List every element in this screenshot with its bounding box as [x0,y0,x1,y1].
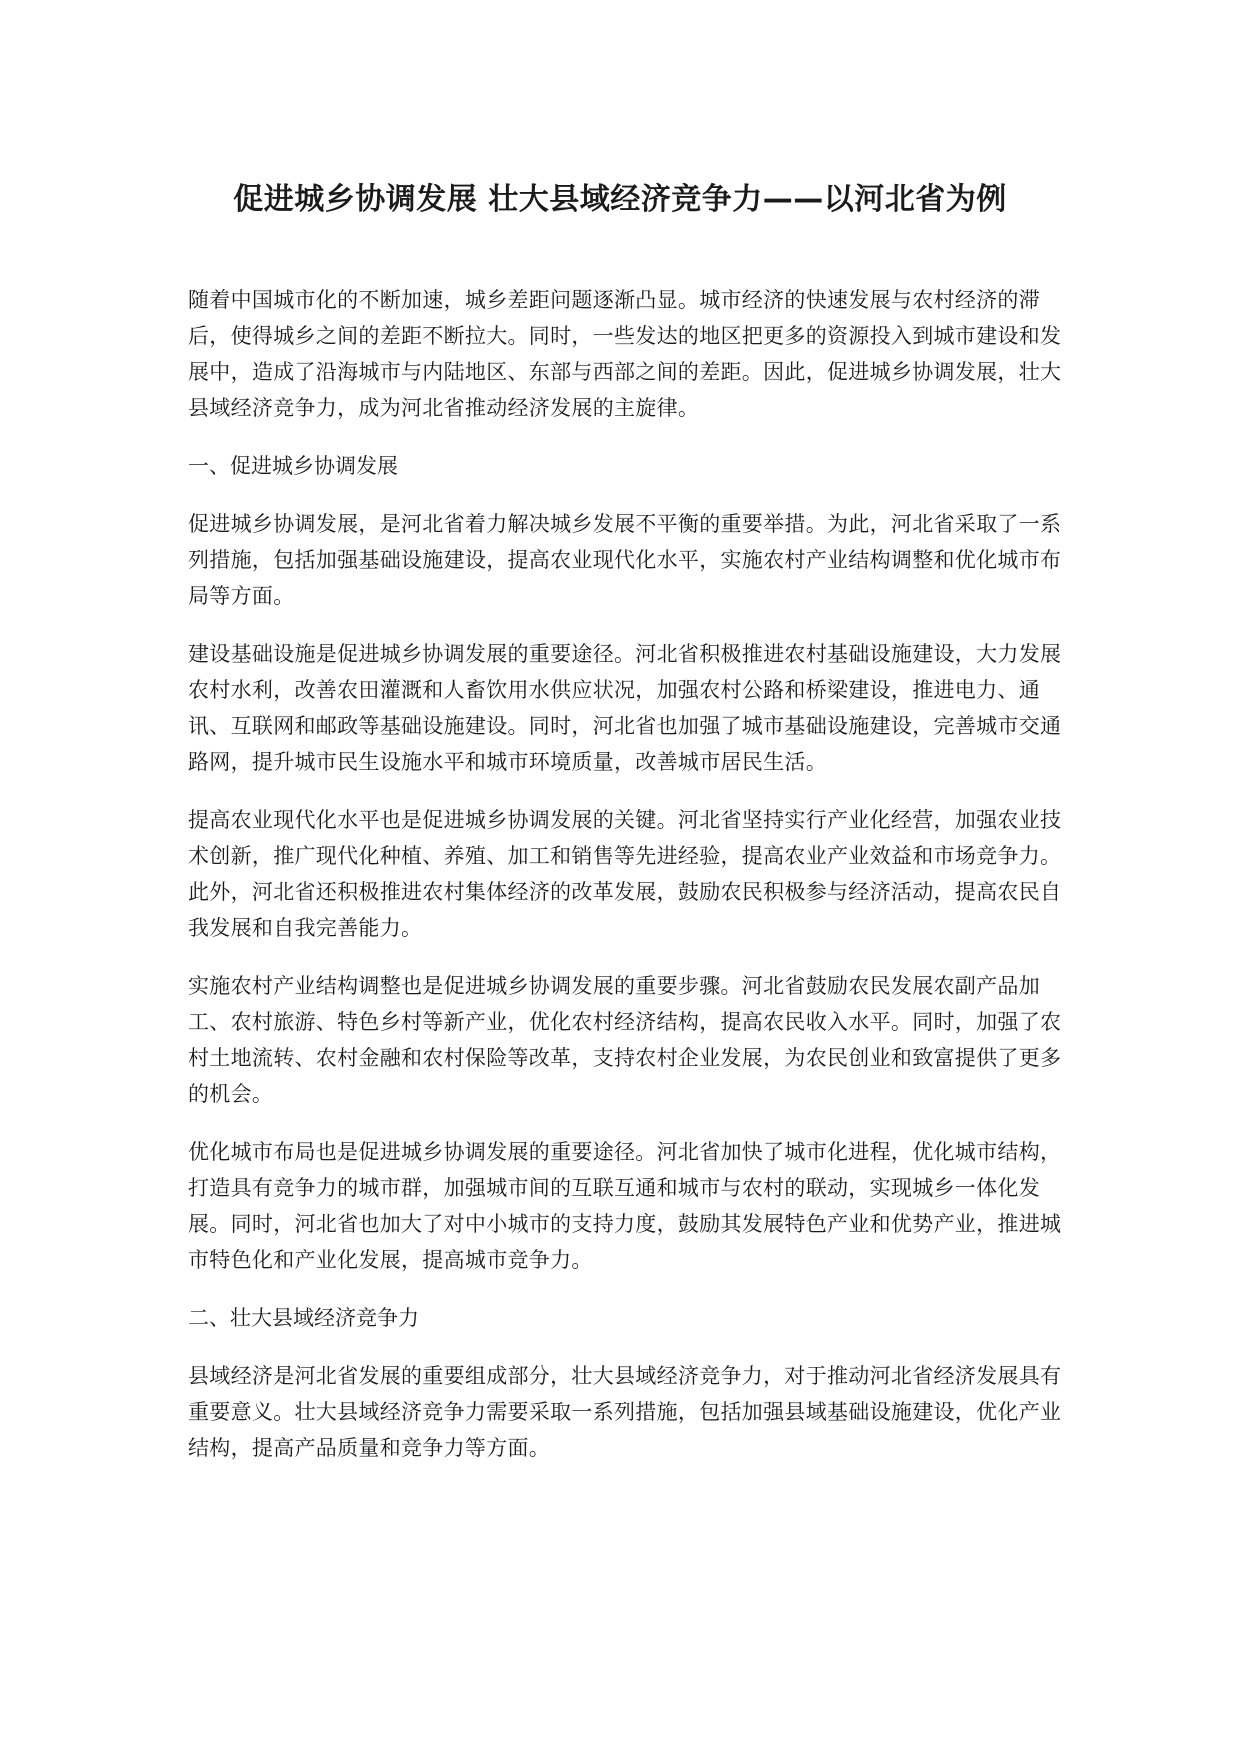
document-title: 促进城乡协调发展 壮大县域经济竞争力——以河北省为例 [233,182,1007,217]
section-heading-2: 二、壮大县域经济竞争力 [188,1306,419,1330]
paragraph-industry-structure: 实施农村产业结构调整也是促进城乡协调发展的重要步骤。河北省鼓励农民发展农副产品加工、农村旅游、特色乡村等新产业，优化农村经济结构，提高农民收入水平。同时，加强了农村土地流转、农村金融和农村保险等改革，支持农村企业发展，为农民创业和致富提供了更多的机会。 [188,974,1062,1106]
paragraph-urban-layout: 优化城市布局也是促进城乡协调发展的重要途径。河北省加快了城市化进程，优化城市结构，打造具有竞争力的城市群，加强城市间的互联互通和城市与农村的联动，实现城乡一体化发展。同时，河北省也加大了对中小城市的支持力度，鼓励其发展特色产业和优势产业，推进城市特色化和产业化发展，提高城市竞争力。 [188,1140,1062,1272]
section-heading-1: 一、促进城乡协调发展 [188,454,398,478]
document-body [188,282,1078,1488]
paragraph-intro: 随着中国城市化的不断加速，城乡差距问题逐渐凸显。城市经济的快速发展与农村经济的滞后，使得城乡之间的差距不断拉大。同时，一些发达的地区把更多的资源投入到城市建设和发展中，造成了沿海城市与内陆地区、东部与西部之间的差距。因此，促进城乡协调发展，壮大县域经济竞争力，成为河北省推动经济发展的主旋律。 [188,288,1062,420]
paragraph-infrastructure: 建设基础设施是促进城乡协调发展的重要途径。河北省积极推进农村基础设施建设，大力发展农村水利，改善农田灌溉和人畜饮用水供应状况，加强农村公路和桥梁建设，推进电力、通讯、互联网和邮政等基础设施建设。同时，河北省也加强了城市基础设施建设，完善城市交通路网，提升城市民生设施水平和城市环境质量，改善城市居民生活。 [188,642,1062,774]
paragraph-agriculture: 提高农业现代化水平也是促进城乡协调发展的关键。河北省坚持实行产业化经营，加强农业技术创新，推广现代化种植、养殖、加工和销售等先进经验，提高农业产业效益和市场竞争力。此外，河北省还积极推进农村集体经济的改革发展，鼓励农民积极参与经济活动，提高农民自我发展和自我完善能力。 [188,808,1062,940]
paragraph-section1-overview: 促进城乡协调发展，是河北省着力解决城乡发展不平衡的重要举措。为此，河北省采取了一系列措施，包括加强基础设施建设，提高农业现代化水平，实施农村产业结构调整和优化城市布局等方面。 [188,512,1062,608]
paragraph-county-economy: 县域经济是河北省发展的重要组成部分，壮大县域经济竞争力，对于推动河北省经济发展具有重要意义。壮大县域经济竞争力需要采取一系列措施，包括加强县域基础设施建设，优化产业结构，提高产品质量和竞争力等方面。 [188,1364,1062,1460]
